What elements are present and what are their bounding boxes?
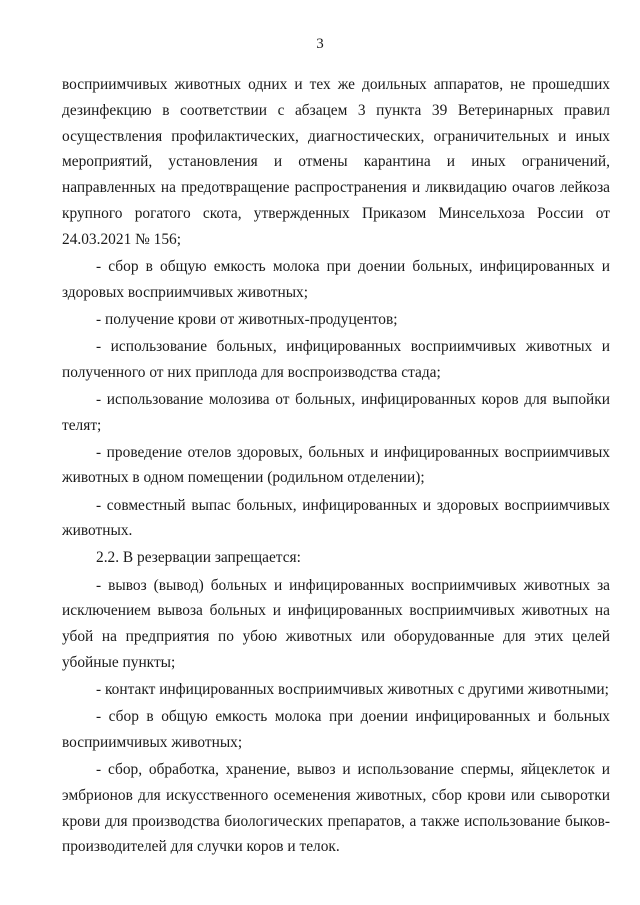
list-item: - проведение отелов здоровых, больных и инфицированных восприимчивых животных в одном помещении (родильном отделении);	[62, 443, 610, 487]
list-item: - вывоз (вывод) больных и инфицированных восприимчивых животных за исключением вывоза больных и инфицированных восприимчивых животных на убой на предприятия по убою животных или оборудованные для этих целей убойные пункты;	[62, 576, 610, 671]
list-item: - сбор, обработка, хранение, вывоз и использование спермы, яйцеклеток и эмбрионов для искусственного осеменения животных, сбор крови или сыворотки крови для производства биологических препаратов, а также использование быков-производителей для случки коров и телок.	[62, 760, 610, 856]
page-number: 3	[316, 36, 324, 52]
list-item: - использование больных, инфицированных восприимчивых животных и полученного от них приплода для воспроизводства стада;	[62, 337, 610, 381]
list-item: - получение крови от животных-продуцентов;	[96, 310, 398, 328]
list-item: - сбор в общую емкость молока при доении больных, инфицированных и здоровых восприимчивых животных;	[62, 257, 610, 301]
list-item: - совместный выпас больных, инфицированных и здоровых восприимчивых животных.	[62, 496, 610, 540]
section-heading: 2.2. В резервации запрещается:	[96, 549, 301, 567]
paragraph-continuation: восприимчивых животных одних и тех же доильных аппаратов, не прошедших дезинфекцию в соответствии с абзацем 3 пункта 39 Ветеринарных правил осуществления профилактических, диагностических, ограничительных и иных мероприятий, установления и отмены карантина и иных ограничений, направленных на предотвращение распространения и ликвидацию очагов лейкоза крупного рогатого скота, утвержденных Приказом Минсельхоза России от 24.03.2021 № 156;	[62, 76, 610, 248]
list-item: - использование молозива от больных, инфицированных коров для выпойки телят;	[62, 390, 610, 434]
document-body	[62, 72, 610, 861]
list-item: - сбор в общую емкость молока при доении инфицированных и больных восприимчивых животных;	[62, 708, 610, 751]
list-item: - контакт инфицированных восприимчивых животных с другими животными;	[96, 681, 609, 698]
